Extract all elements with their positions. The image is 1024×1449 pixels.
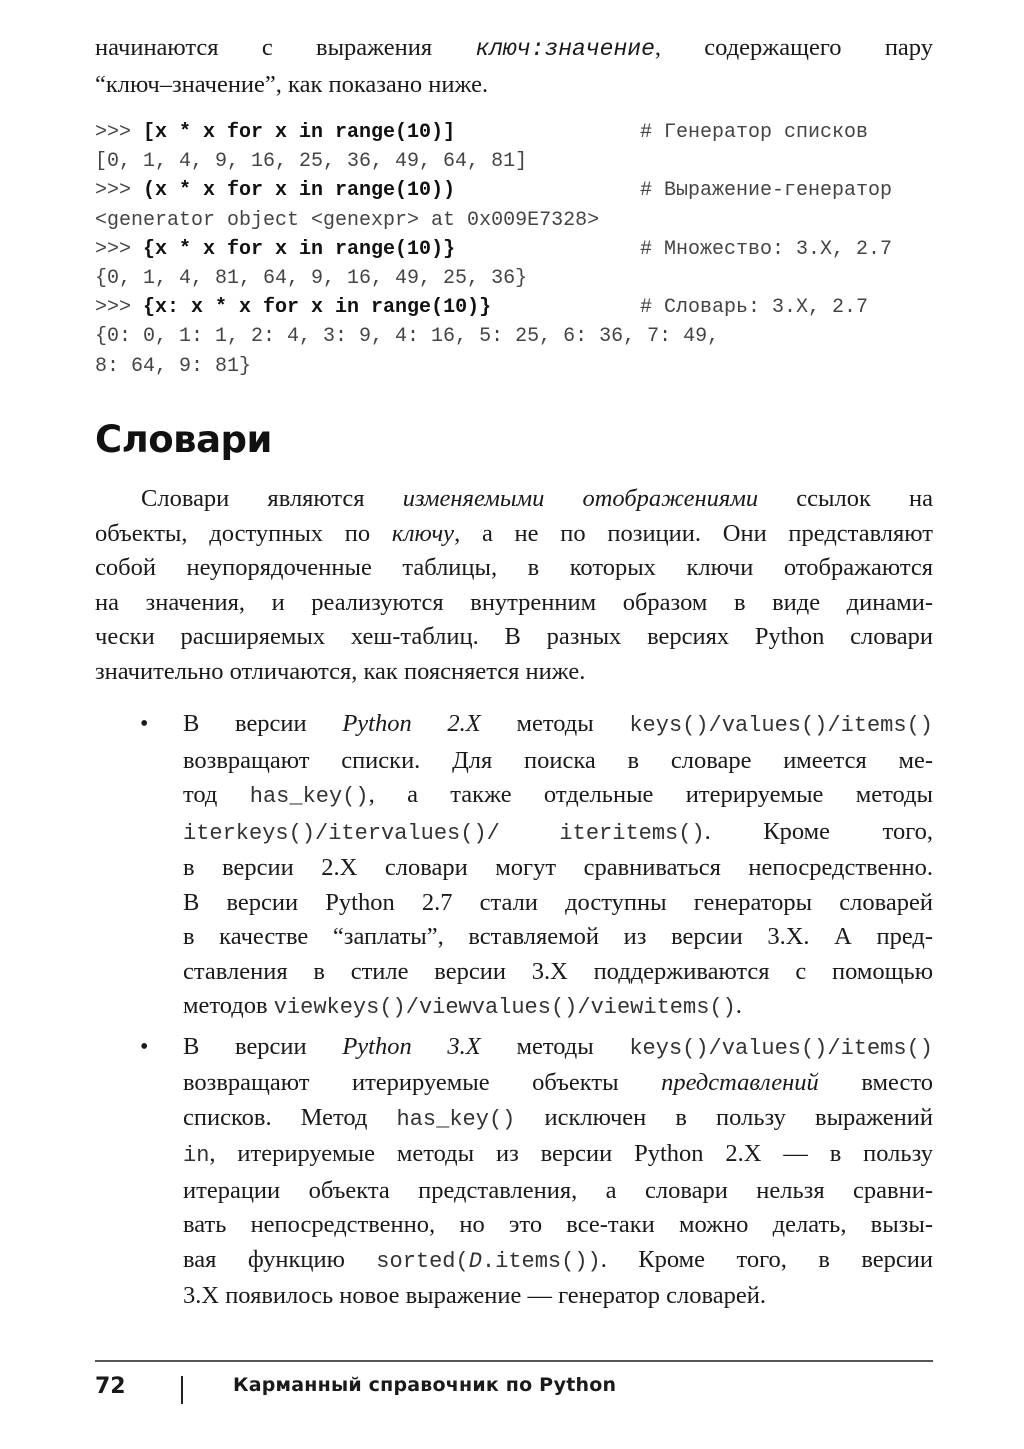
code-command: [x * x for x in range(10)] bbox=[143, 121, 456, 144]
code-comment: # Выражение-генератор bbox=[640, 179, 893, 203]
code-line bbox=[95, 293, 933, 322]
list-item-line bbox=[183, 707, 933, 744]
code-line bbox=[95, 176, 933, 205]
text-part: ссылок на bbox=[758, 485, 934, 512]
text-part: объекты, доступных по bbox=[95, 519, 392, 547]
code-block bbox=[95, 118, 933, 381]
list-item-line: вать непосредственно, но это все-таки можно делать, вызы- bbox=[183, 1211, 933, 1238]
text-part: методы bbox=[480, 710, 630, 737]
list-item-line bbox=[183, 1030, 933, 1067]
text-part: , а не по позиции. Они представляют bbox=[454, 519, 933, 547]
page-number: 72 bbox=[95, 1374, 126, 1399]
paragraph-line: значительно отличаются, как поясняется ниже. bbox=[95, 657, 586, 685]
list-item bbox=[95, 707, 933, 1026]
intro-text-part: , содержащего пару bbox=[654, 34, 933, 61]
list-item-line: возвращают списки. Для поиска в словаре имеется ме- bbox=[183, 746, 933, 774]
list-item-line bbox=[183, 1243, 933, 1280]
code-line bbox=[95, 235, 933, 264]
emphasis-text: ключу bbox=[391, 519, 455, 547]
code-prompt: >>> bbox=[95, 121, 144, 144]
code-command: {x: x * x for x in range(10)} bbox=[143, 296, 492, 320]
text-part: возвращают итерируемые объекты bbox=[183, 1069, 662, 1096]
inline-code: keys()/values()/items() bbox=[629, 713, 933, 738]
list-item-line: итерации объекта представления, а словари нельзя сравни- bbox=[183, 1176, 933, 1204]
inline-code: has_key() bbox=[249, 784, 369, 809]
text-part: В версии bbox=[183, 710, 343, 737]
code-output: {0: 0, 1: 1, 2: 4, 3: 9, 4: 16, 5: 25, 6: 36, 7: 49, bbox=[95, 325, 720, 349]
list-item-line bbox=[183, 989, 933, 1026]
inline-code: sorted( bbox=[376, 1248, 469, 1274]
inline-code: .items()) bbox=[481, 1248, 601, 1274]
list-item-line: В версии Python 2.7 стали доступны генераторы словарей bbox=[183, 888, 933, 916]
inline-code: ключ:значение bbox=[475, 36, 655, 62]
code-output: <generator object <genexpr> at 0x009E7328> bbox=[95, 208, 600, 232]
text-part: списков. Метод bbox=[183, 1103, 397, 1131]
emphasis-text: представлений bbox=[661, 1069, 819, 1096]
emphasis-text: Python 3.X bbox=[342, 1032, 481, 1060]
code-comment: # Словарь: 3.X, 2.7 bbox=[640, 296, 869, 320]
paragraph-line: чески расширяемых хеш-таблиц. В разных версиях Python словари bbox=[95, 623, 933, 650]
paragraph-line bbox=[95, 482, 933, 517]
text-part: методов bbox=[183, 992, 274, 1019]
text-part: В версии bbox=[183, 1032, 343, 1060]
text-part: вая функцию bbox=[183, 1245, 377, 1273]
paragraph-line: на значения, и реализуются внутренним образом в виде динами- bbox=[95, 588, 933, 616]
inline-code: iterkeys()/itervalues()/ iteritems() bbox=[183, 820, 705, 846]
inline-code: has_key() bbox=[396, 1106, 516, 1132]
list-item-line bbox=[183, 1066, 933, 1101]
emphasis-text: Python 2.X bbox=[342, 710, 481, 737]
list-item-line: в версии 2.X словари могут сравниваться непосредственно. bbox=[183, 854, 933, 881]
list-item bbox=[95, 1030, 933, 1314]
text-part: , итерируемые методы из версии Python 2.X — в пользу bbox=[209, 1140, 933, 1167]
bullet-list bbox=[95, 707, 933, 1318]
emphasis-text: изменяемыми отображениями bbox=[402, 485, 759, 512]
code-output: {0, 1, 4, 81, 64, 9, 16, 49, 25, 36} bbox=[95, 266, 528, 290]
text-part: . Кроме того, в версии bbox=[600, 1245, 933, 1273]
code-output: 8: 64, 9: 81} bbox=[95, 354, 252, 378]
text-part: , а также отдельные итерируемые методы bbox=[368, 781, 933, 808]
intro-text-part: начинаются с выражения bbox=[95, 34, 476, 61]
code-output: [0, 1, 4, 9, 16, 25, 36, 49, 64, 81] bbox=[95, 150, 528, 174]
code-command: {x * x for x in range(10)} bbox=[143, 237, 456, 261]
inline-code: viewkeys()/viewvalues()/viewitems() bbox=[273, 995, 736, 1020]
code-comment: # Генератор списков bbox=[640, 121, 869, 144]
list-item-line bbox=[183, 1137, 933, 1174]
text-part: исключен в пользу выражений bbox=[515, 1103, 933, 1131]
footer-divider bbox=[95, 1360, 933, 1362]
text-part: методы bbox=[480, 1032, 630, 1060]
text-part: . Кроме того, bbox=[704, 817, 934, 845]
code-command: (x * x for x in range(10)) bbox=[143, 179, 456, 203]
bullet-icon: • bbox=[140, 711, 149, 737]
inline-code: keys()/values()/items() bbox=[629, 1035, 933, 1061]
code-prompt: >>> bbox=[95, 237, 144, 261]
list-item-line bbox=[183, 815, 933, 852]
code-prompt: >>> bbox=[95, 296, 144, 320]
inline-code: in bbox=[183, 1143, 210, 1168]
list-item-line: ставления в стиле версии 3.X поддерживаются с помощью bbox=[183, 957, 933, 985]
code-line bbox=[95, 118, 933, 147]
bullet-icon: • bbox=[140, 1033, 149, 1060]
body-paragraph bbox=[95, 482, 933, 689]
text-part: . bbox=[735, 992, 742, 1019]
intro-text bbox=[95, 30, 933, 102]
list-item-line bbox=[183, 1101, 933, 1138]
paragraph-line bbox=[95, 517, 933, 552]
inline-code-variable: D bbox=[468, 1248, 482, 1274]
code-comment: # Множество: 3.X, 2.7 bbox=[640, 237, 893, 261]
section-heading: Словари bbox=[95, 418, 272, 461]
list-item-line bbox=[183, 778, 933, 815]
text-part: вместо bbox=[818, 1069, 933, 1096]
footer-separator bbox=[181, 1376, 183, 1404]
paragraph-line: собой неупорядоченные таблицы, в которых ключи отображаются bbox=[95, 554, 933, 581]
list-item-line: в качестве “заплаты”, вставляемой из версии 3.X. А пред- bbox=[183, 923, 933, 950]
list-item-line: 3.X появилось новое выражение — генератор словарей. bbox=[183, 1282, 766, 1309]
code-prompt: >>> bbox=[95, 179, 144, 203]
intro-text-line: “ключ–значение”, как показано ниже. bbox=[95, 71, 489, 98]
text-part: тод bbox=[183, 781, 250, 808]
text-part: Словари являются bbox=[141, 485, 403, 512]
running-footer-title: Карманный справочник по Python bbox=[233, 1374, 617, 1396]
